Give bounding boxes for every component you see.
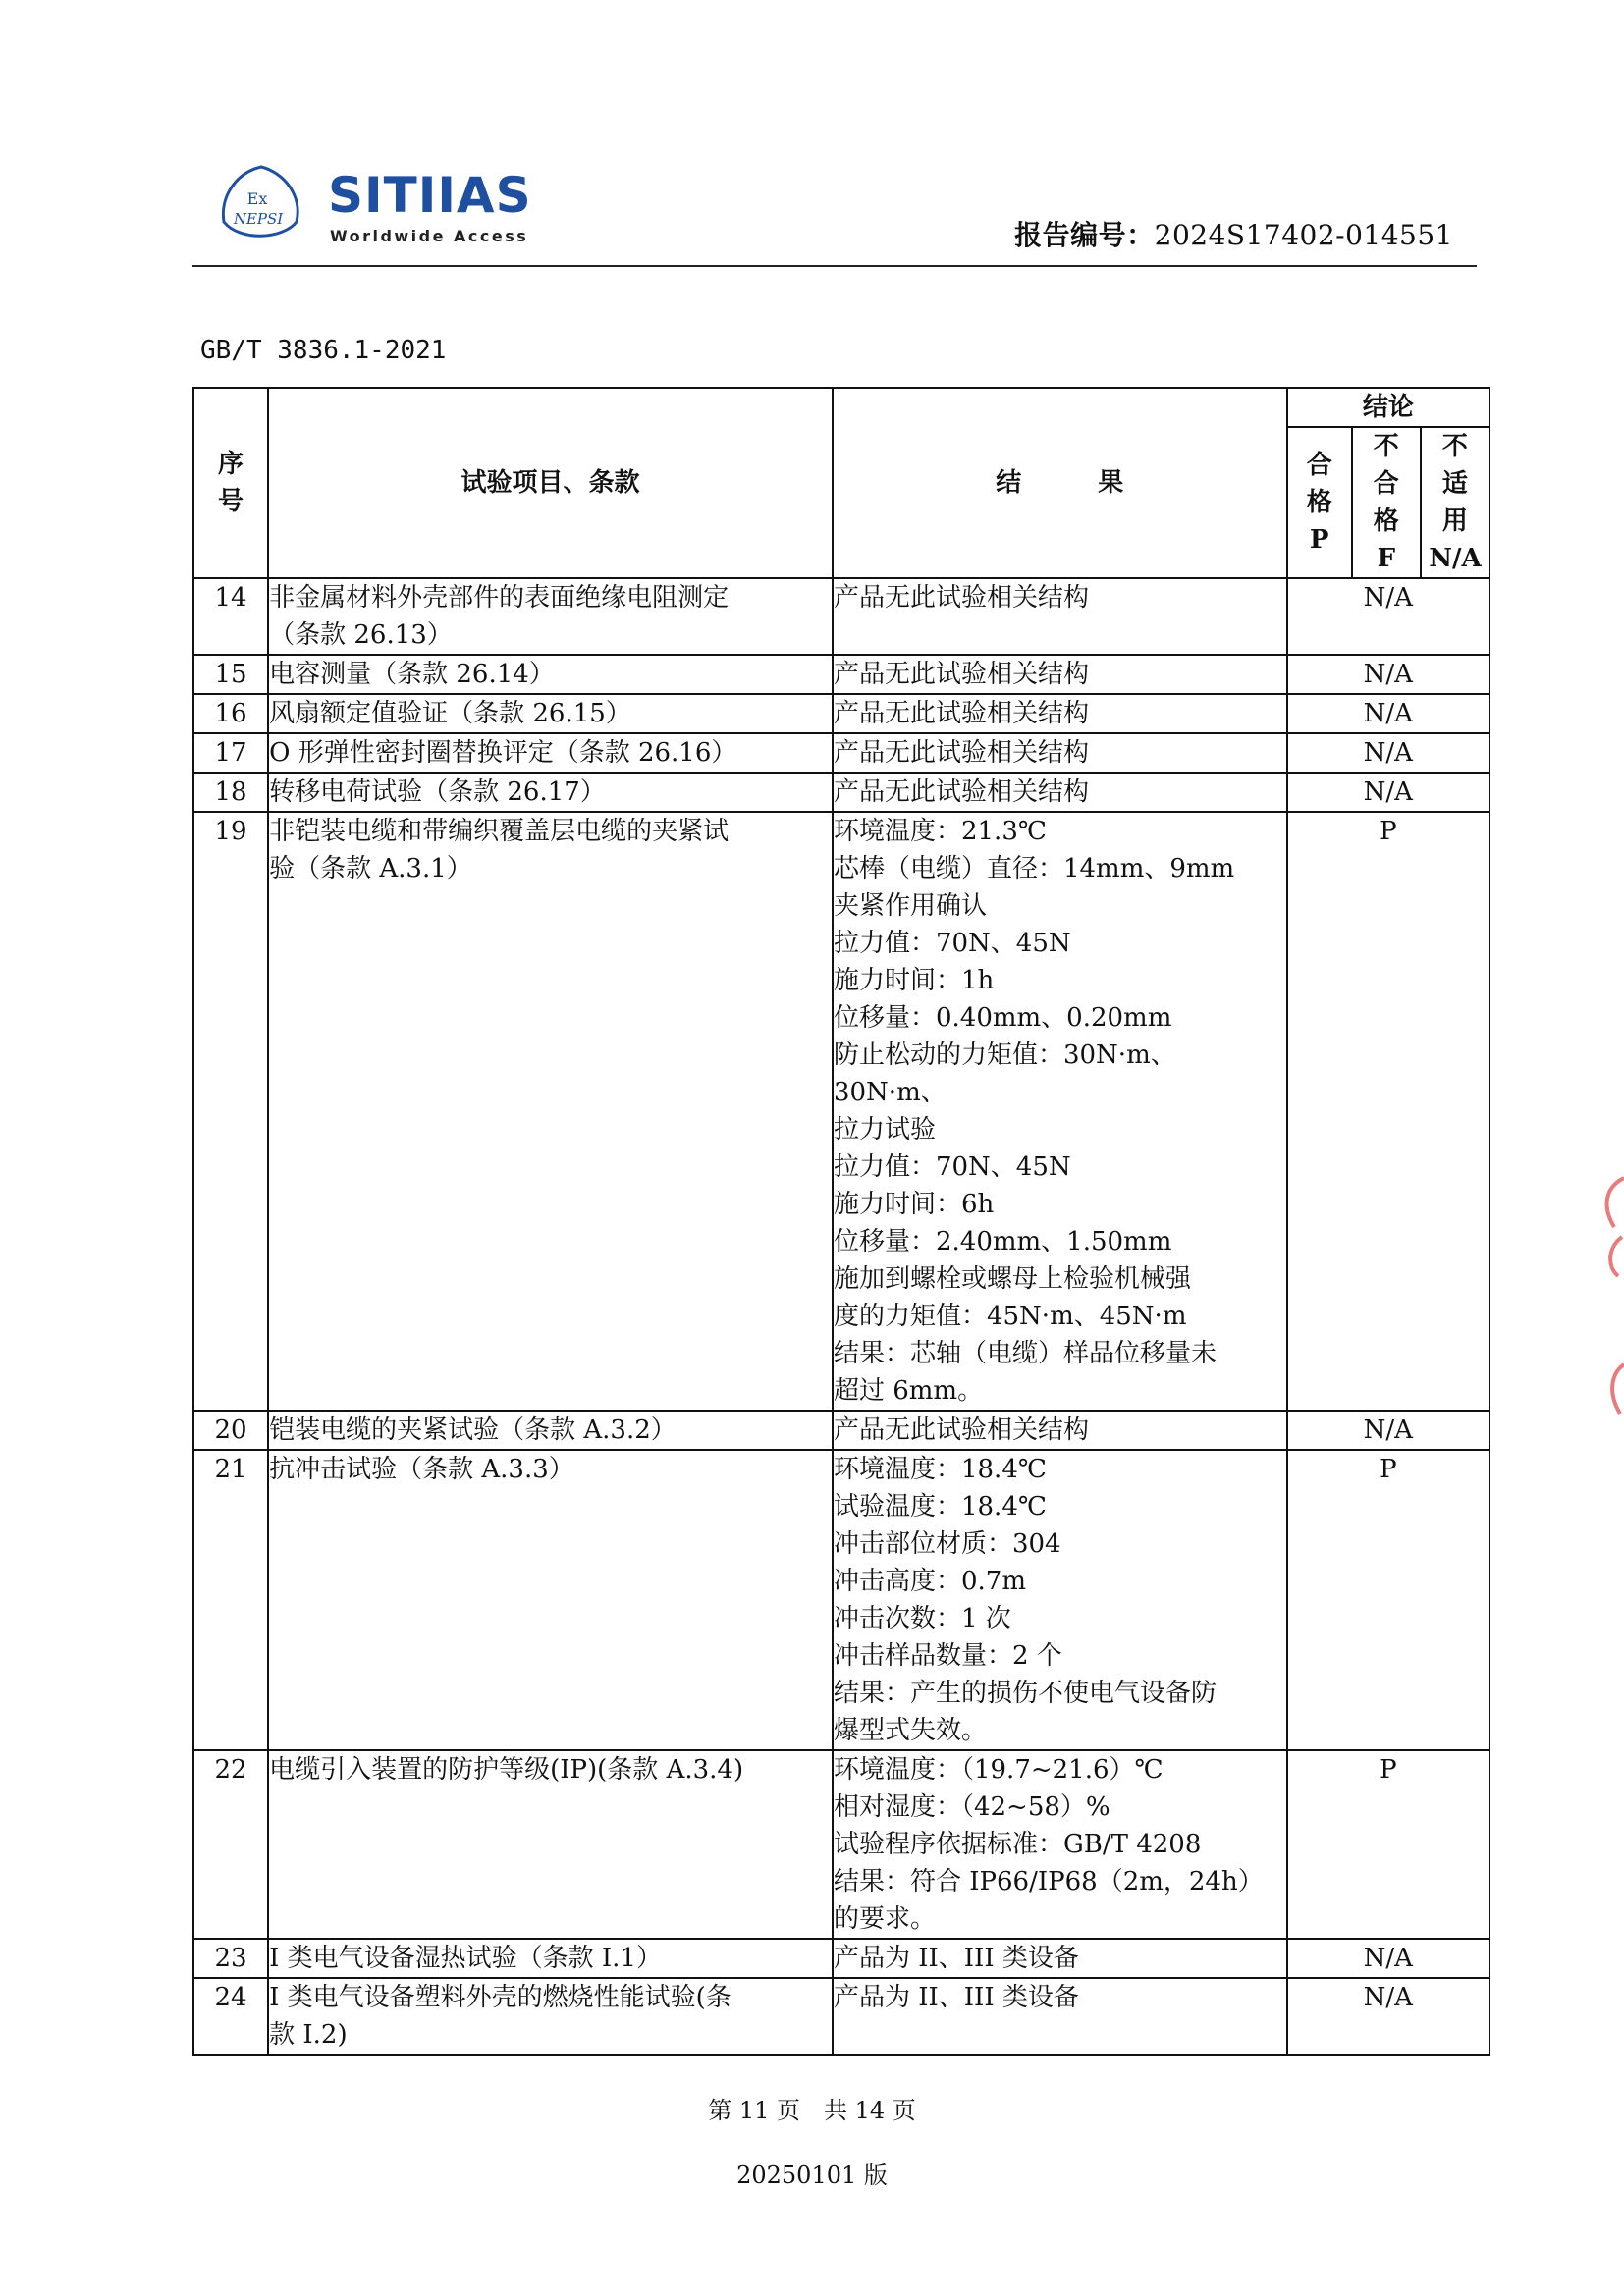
table-row <box>193 1450 1489 1750</box>
table-row <box>193 1978 1489 2055</box>
test-result-line: 试验程序依据标准：GB/T 4208 <box>833 1830 1202 1859</box>
header-no <box>193 388 268 578</box>
test-result-line: 结果：符合 IP66/IP68（2m，24h） <box>833 1867 1264 1896</box>
test-item-line: O 形弹性密封圈替换评定（条款 26.16） <box>269 738 737 768</box>
test-result <box>833 694 1287 733</box>
row-number: 18 <box>193 773 268 812</box>
test-item-line: 转移电荷试验（条款 26.17） <box>269 777 606 807</box>
header-pass <box>1287 427 1352 578</box>
test-result-line: 的要求。 <box>833 1904 936 1934</box>
test-result-line: 夹紧作用确认 <box>833 891 987 921</box>
test-item <box>268 1978 833 2055</box>
table-row <box>193 1939 1489 1978</box>
test-result-line: 度的力矩值：45N·m、45N·m <box>833 1302 1187 1331</box>
test-result-line: 冲击高度：0.7m <box>833 1567 1026 1596</box>
page-number: 第 11 页 共 14 页 <box>708 2097 916 2124</box>
test-item <box>268 812 833 1411</box>
test-result-line: 位移量：0.40mm、0.20mm <box>833 1003 1172 1033</box>
verdict: P <box>1287 1750 1489 1939</box>
test-result <box>833 1939 1287 1978</box>
test-result <box>833 1411 1287 1450</box>
test-result-line: 超过 6mm。 <box>833 1376 984 1406</box>
test-result-line: 环境温度：21.3℃ <box>833 817 1047 846</box>
row-number: 16 <box>193 694 268 733</box>
row-number: 24 <box>193 1978 268 2055</box>
table-row <box>193 694 1489 733</box>
header-fail-line: 不 <box>1373 432 1399 461</box>
logo-tagline: Worldwide Access <box>330 227 529 245</box>
header-item: 试验项目、条款 <box>268 388 833 578</box>
verdict: P <box>1287 1450 1489 1750</box>
header-pass-line: 合 <box>1306 451 1332 480</box>
test-result-line: 产品无此试验相关结构 <box>833 738 1089 768</box>
row-number: 20 <box>193 1411 268 1450</box>
header-na-line: 用 <box>1441 507 1468 536</box>
verdict: N/A <box>1287 1939 1489 1978</box>
test-item-line: 铠装电缆的夹紧试验（条款 A.3.2） <box>269 1415 677 1445</box>
test-results-table <box>192 387 1490 2056</box>
table-row <box>193 1411 1489 1450</box>
test-item-line: 验（条款 A.3.1） <box>269 854 472 883</box>
test-result-line: 产品无此试验相关结构 <box>833 660 1089 689</box>
test-result-line: 拉力值：70N、45N <box>833 1152 1071 1182</box>
test-item <box>268 655 833 694</box>
header-na-line: 不 <box>1441 432 1468 461</box>
standard-title: GB/T 3836.1-2021 <box>200 336 447 365</box>
test-result-line: 防止松动的力矩值：30N·m、30N·m、 <box>833 1041 1176 1107</box>
test-result-line: 拉力值：70N、45N <box>833 929 1071 958</box>
test-item-line: 电缆引入装置的防护等级(IP)(条款 A.3.4) <box>269 1755 744 1785</box>
test-item <box>268 694 833 733</box>
verdict: P <box>1287 812 1489 1411</box>
row-number: 19 <box>193 812 268 1411</box>
test-result-line: 产品无此试验相关结构 <box>833 777 1089 807</box>
test-result-line: 产品为 II、III 类设备 <box>833 1944 1079 1973</box>
test-result-line: 相对湿度：（42~58）% <box>833 1792 1110 1822</box>
test-item-line: I 类电气设备湿热试验（条款 I.1） <box>269 1944 662 1973</box>
test-result <box>833 655 1287 694</box>
test-result-line: 施力时间：6h <box>833 1190 995 1219</box>
test-result <box>833 733 1287 773</box>
header-fail-line: 格 <box>1373 507 1399 536</box>
row-number: 14 <box>193 578 268 655</box>
test-result-line: 产品无此试验相关结构 <box>833 699 1089 728</box>
header-pass-line: P <box>1309 525 1329 555</box>
header-divider <box>192 265 1477 267</box>
test-result-line: 冲击样品数量：2 个 <box>833 1641 1062 1671</box>
test-result-line: 产品为 II、III 类设备 <box>833 1983 1079 2012</box>
logo <box>214 163 587 251</box>
test-item-line: I 类电气设备塑料外壳的燃烧性能试验(条 <box>269 1983 731 2012</box>
test-item-line: 非金属材料外壳部件的表面绝缘电阻测定 <box>269 583 730 613</box>
table-row <box>193 655 1489 694</box>
verdict: N/A <box>1287 1978 1489 2055</box>
test-result-line: 位移量：2.40mm、1.50mm <box>833 1227 1172 1256</box>
test-result-line: 产品无此试验相关结构 <box>833 1415 1089 1445</box>
test-item-line: 风扇额定值验证（条款 26.15） <box>269 699 631 728</box>
logo-badge-line2: NEPSI <box>233 210 284 228</box>
test-result-line: 爆型式失效。 <box>833 1716 987 1745</box>
test-result-line: 环境温度：（19.7~21.6）℃ <box>833 1755 1164 1785</box>
test-result <box>833 1750 1287 1939</box>
test-item-line: 款 I.2) <box>269 2020 348 2050</box>
table-row <box>193 773 1489 812</box>
test-item-line: 电容测量（条款 26.14） <box>269 660 555 689</box>
test-result-line: 冲击部位材质：304 <box>833 1529 1061 1559</box>
header-no-line: 号 <box>218 487 244 516</box>
table-row <box>193 578 1489 655</box>
test-result-line: 环境温度：18.4℃ <box>833 1455 1047 1484</box>
test-item <box>268 578 833 655</box>
header-result: 结 果 <box>833 388 1287 578</box>
test-item <box>268 1939 833 1978</box>
test-item <box>268 773 833 812</box>
logo-brand: SITIIAS <box>328 167 532 224</box>
report-number-value: 2024S17402-014551 <box>1154 219 1453 251</box>
test-result-line: 产品无此试验相关结构 <box>833 583 1089 613</box>
report-number-label: 报告编号： <box>1014 219 1155 251</box>
test-result-line: 施加到螺栓或螺母上检验机械强 <box>833 1264 1191 1294</box>
row-number: 23 <box>193 1939 268 1978</box>
header-fail <box>1352 427 1421 578</box>
header-pass-line: 格 <box>1306 488 1332 517</box>
test-item-line: 抗冲击试验（条款 A.3.3） <box>269 1455 574 1484</box>
verdict: N/A <box>1287 733 1489 773</box>
table-row <box>193 812 1489 1411</box>
header-no-line: 序 <box>218 450 244 479</box>
test-result-line: 结果：产生的损伤不使电气设备防 <box>833 1679 1217 1708</box>
table-row <box>193 733 1489 773</box>
header-fail-line: F <box>1377 544 1396 573</box>
verdict: N/A <box>1287 655 1489 694</box>
verdict: N/A <box>1287 694 1489 733</box>
row-number: 15 <box>193 655 268 694</box>
header-na <box>1421 427 1489 578</box>
report-number <box>1014 214 1453 253</box>
header-na-line: 适 <box>1441 469 1468 499</box>
test-result <box>833 1450 1287 1750</box>
test-item <box>268 1411 833 1450</box>
test-item-line: 非铠装电缆和带编织覆盖层电缆的夹紧试 <box>269 817 730 846</box>
test-result-line: 拉力试验 <box>833 1115 936 1145</box>
verdict: N/A <box>1287 1411 1489 1450</box>
test-result <box>833 578 1287 655</box>
table-row <box>193 1750 1489 1939</box>
header-fail-line: 合 <box>1373 469 1399 499</box>
test-result-line: 冲击次数：1 次 <box>833 1604 1011 1633</box>
test-item <box>268 1750 833 1939</box>
seal-stamp-edge <box>1595 1168 1624 1423</box>
test-result-line: 施力时间：1h <box>833 966 995 995</box>
test-result <box>833 773 1287 812</box>
logo-badge-line1: Ex <box>246 189 268 208</box>
row-number: 22 <box>193 1750 268 1939</box>
header-na-line: N/A <box>1429 544 1482 573</box>
version: 20250101 版 <box>736 2162 888 2189</box>
test-item <box>268 1450 833 1750</box>
test-result-line: 芯棒（电缆）直径：14mm、9mm <box>833 854 1235 883</box>
test-item <box>268 733 833 773</box>
test-result <box>833 1978 1287 2055</box>
row-number: 17 <box>193 733 268 773</box>
verdict: N/A <box>1287 578 1489 655</box>
header-conclusion: 结论 <box>1287 388 1489 427</box>
test-result <box>833 812 1287 1411</box>
test-result-line: 试验温度：18.4℃ <box>833 1492 1047 1522</box>
test-result-line: 结果：芯轴（电缆）样品位移量未 <box>833 1339 1217 1368</box>
verdict: N/A <box>1287 773 1489 812</box>
row-number: 21 <box>193 1450 268 1750</box>
test-item-line: （条款 26.13） <box>269 620 453 650</box>
